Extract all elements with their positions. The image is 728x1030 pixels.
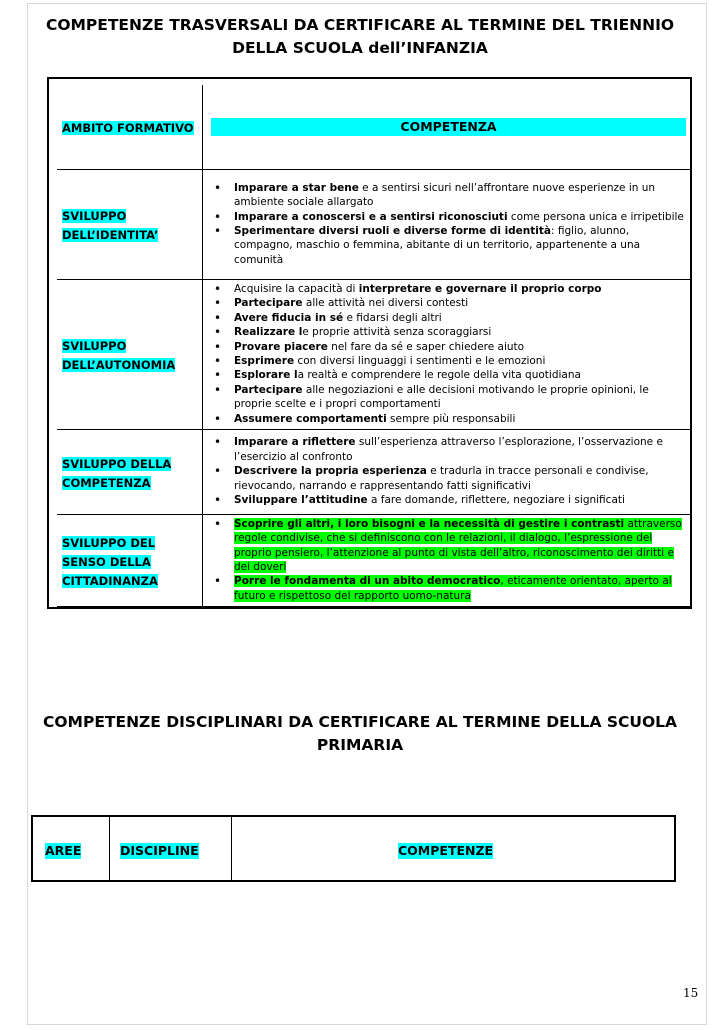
list-item: • Assumere comportamenti sempre più responsabili bbox=[207, 412, 684, 426]
list-item: • Esprimere con diversi linguaggi i sentimenti e le emozioni bbox=[207, 354, 684, 368]
header-aree: AREE bbox=[45, 843, 82, 858]
row-autonomia bbox=[57, 279, 690, 429]
list-item: • Imparare a conoscersi e a sentirsi riconosciuti come persona unica e irripetibile bbox=[207, 210, 684, 224]
header-ambito-cell bbox=[57, 85, 203, 169]
list-item: • Imparare a riflettere sull’esperienza attraverso l’esplorazione, l’osservazione e l’esercizio al confronto bbox=[207, 435, 684, 464]
header-ambito-label: AMBITO FORMATIVO bbox=[62, 121, 194, 136]
row-cittadinanza bbox=[57, 514, 690, 606]
list-item: • Partecipare alle attività nei diversi contesti bbox=[207, 296, 684, 310]
list-item: • Imparare a star bene e a sentirsi sicuri nell’affrontare nuove esperienze in un ambiente sociale allargato bbox=[207, 181, 684, 210]
title-text: COMPETENZE DISCIPLINARI DA CERTIFICARE AL TERMINE DELLA SCUOLA PRIMARIA bbox=[42, 713, 678, 754]
list-item: • Descrivere la propria esperienza e tradurla in tracce personali e condivise, rievocando, narrando e rappresentando fatti significativi bbox=[207, 464, 684, 493]
competenze-cell bbox=[203, 279, 691, 429]
ambito-cell bbox=[57, 429, 203, 514]
competenze-list bbox=[203, 433, 690, 509]
page-number: 15 bbox=[683, 986, 699, 1000]
row-identita bbox=[57, 169, 690, 279]
competenze-cell bbox=[203, 514, 691, 606]
ambito-label: SVILUPPO DEL SENSO DELLA CITTADINANZA bbox=[62, 535, 158, 588]
ambito-cell bbox=[57, 279, 203, 429]
competenze-list bbox=[203, 515, 690, 605]
competenze-cell bbox=[203, 169, 691, 279]
ambito-cell bbox=[57, 169, 203, 279]
header-competenze: COMPETENZE bbox=[398, 843, 494, 858]
header-competenza-cell bbox=[203, 85, 691, 169]
ambito-label: SVILUPPO DELL’AUTONOMIA bbox=[62, 339, 176, 372]
list-item bbox=[207, 574, 684, 603]
table-competenze-trasversali bbox=[57, 85, 690, 607]
list-item: • Sviluppare l’attitudine a fare domande, riflettere, negoziare i significati bbox=[207, 493, 684, 507]
ambito-label: SVILUPPO DELLA COMPETENZA bbox=[62, 456, 172, 490]
table-competenze-disciplinari bbox=[31, 815, 676, 882]
green-highlight: Scoprire gli altri, i loro bisogni e la necessità di gestire i contrasti attraverso regole condivise, che si definiscono con le relazioni, il dialogo, l’espressione del proprio pensiero, l’attenzione al punto di vista dell’altro, riconoscimento dei diritti e dei doveri bbox=[234, 517, 682, 573]
list-item: • Provare piacere nel fare da sé e saper chiedere aiuto bbox=[207, 340, 684, 354]
competenze-list bbox=[203, 179, 690, 269]
ambito-label: SVILUPPO DELL’IDENTITA’ bbox=[62, 209, 159, 242]
competenze-cell bbox=[203, 429, 691, 514]
title-text: COMPETENZE TRASVERSALI DA CERTIFICARE AL TERMINE DEL TRIENNIO DELLA SCUOLA dell’INFANZIA bbox=[45, 16, 675, 57]
list-item: • Partecipare alle negoziazioni e alle decisioni motivando le proprie opinioni, le proprie scelte e i propri comportamenti bbox=[207, 383, 684, 412]
header-row bbox=[57, 85, 690, 169]
ambito-cell bbox=[57, 514, 203, 606]
title-competenze-trasversali bbox=[40, 14, 680, 60]
header-competenza-label: COMPETENZA bbox=[211, 118, 686, 136]
list-item: • Acquisire la capacità di interpretare e governare il proprio corpo bbox=[207, 282, 684, 296]
competenze-list bbox=[203, 280, 690, 428]
list-item bbox=[207, 517, 684, 575]
list-item: • Avere fiducia in sé e fidarsi degli altri bbox=[207, 311, 684, 325]
column-divider bbox=[231, 817, 232, 880]
list-item: • Esplorare la realtà e comprendere le regole della vita quotidiana bbox=[207, 368, 684, 382]
row-competenza bbox=[57, 429, 690, 514]
title-competenze-disciplinari bbox=[40, 711, 680, 757]
column-divider bbox=[109, 817, 110, 880]
list-item: • Realizzare le proprie attività senza scoraggiarsi bbox=[207, 325, 684, 339]
list-item: • Sperimentare diversi ruoli e diverse forme di identità: figlio, alunno, compagno, maschio o femmina, abitante di un territorio, appartenente a una comunità bbox=[207, 224, 684, 267]
header-discipline: DISCIPLINE bbox=[120, 843, 199, 858]
green-highlight: Porre le fondamenta di un abito democratico, eticamente orientato, aperto al futuro e rispettoso del rapporto uomo-natura bbox=[234, 575, 672, 602]
